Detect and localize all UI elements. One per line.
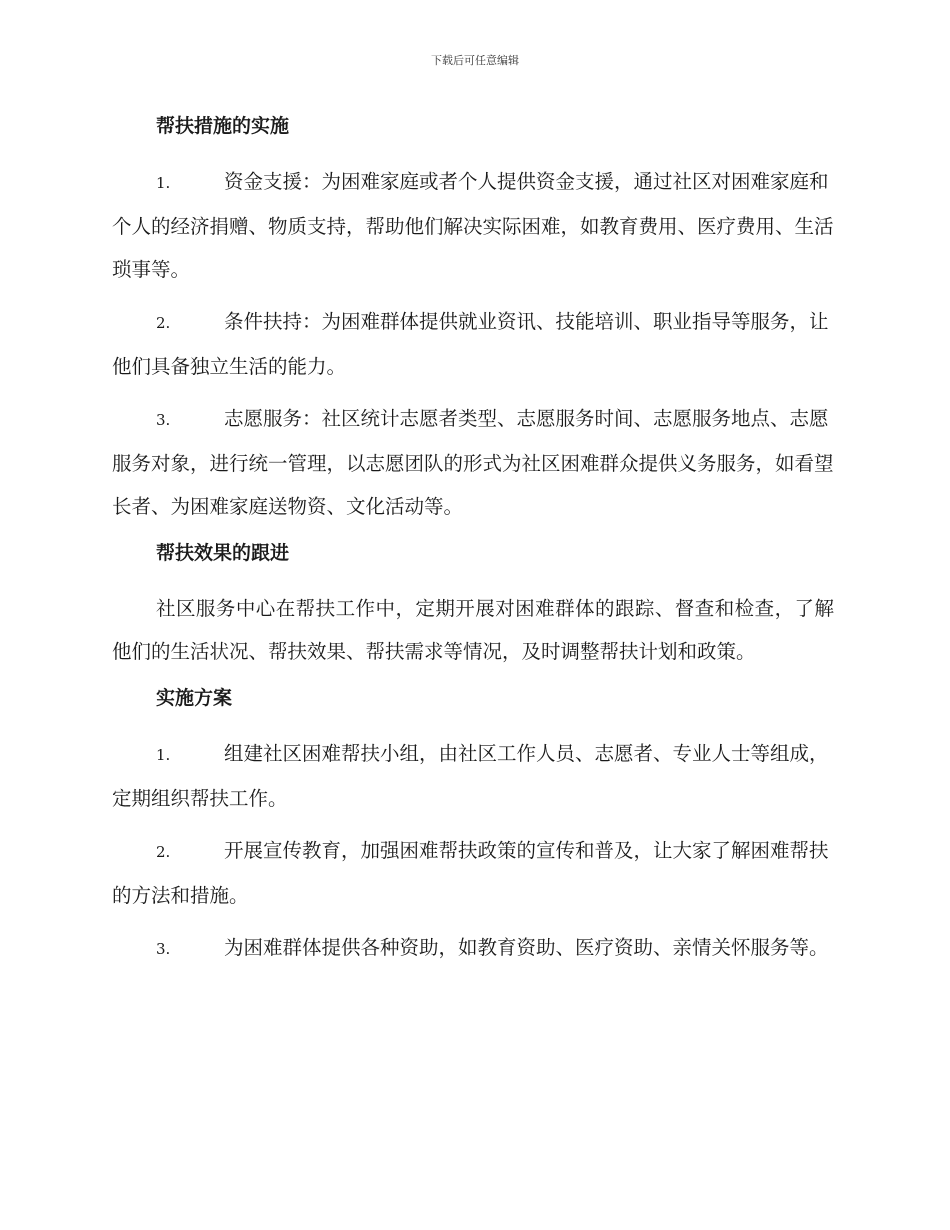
list-item-number: 1. (156, 746, 171, 764)
list-item (112, 829, 834, 917)
list-item-text: 组建社区困难帮扶小组，由社区工作人员、志愿者、专业人士等组成，定期组织帮扶工作。 (112, 742, 829, 810)
list-item (112, 732, 834, 820)
list-item-number: 2. (156, 314, 171, 332)
list-item-text: 为困难群体提供各种资助，如教育资助、医疗资助、亲情关怀服务等。 (224, 936, 829, 959)
section-title-measures: 帮扶措施的实施 (156, 115, 290, 137)
list-item (112, 397, 834, 528)
document-body (112, 110, 834, 980)
page-header: 下载后可任意编辑 (431, 54, 519, 67)
list-item-number: 2. (156, 843, 171, 861)
list-item-number: 1. (156, 174, 171, 192)
list-item (112, 300, 834, 388)
list-item (112, 926, 834, 971)
list-item-text: 资金支援：为困难家庭或者个人提供资金支援，通过社区对困难家庭和个人的经济捐赠、物质支持，帮助他们解决实际困难，如教育费用、医疗费用、生活琐事等。 (112, 170, 834, 281)
list-item-text: 条件扶持：为困难群体提供就业资讯、技能培训、职业指导等服务，让他们具备独立生活的能力。 (112, 310, 829, 378)
list-item (112, 160, 834, 291)
list-item-text: 志愿服务：社区统计志愿者类型、志愿服务时间、志愿服务地点、志愿服务对象，进行统一管理，以志愿团队的形式为社区困难群众提供义务服务，如看望长者、为困难家庭送物资、文化活动等。 (112, 407, 834, 518)
list-item-text: 开展宣传教育，加强困难帮扶政策的宣传和普及，让大家了解困难帮扶的方法和措施。 (112, 839, 829, 907)
followup-paragraph: 社区服务中心在帮扶工作中，定期开展对困难群体的跟踪、督查和检查，了解他们的生活状况、帮扶效果、帮扶需求等情况，及时调整帮扶计划和政策。 (112, 597, 834, 663)
list-item-number: 3. (156, 940, 171, 958)
list-item-number: 3. (156, 411, 171, 429)
section-title-plan: 实施方案 (156, 687, 233, 709)
section-title-followup: 帮扶效果的跟进 (156, 542, 290, 564)
